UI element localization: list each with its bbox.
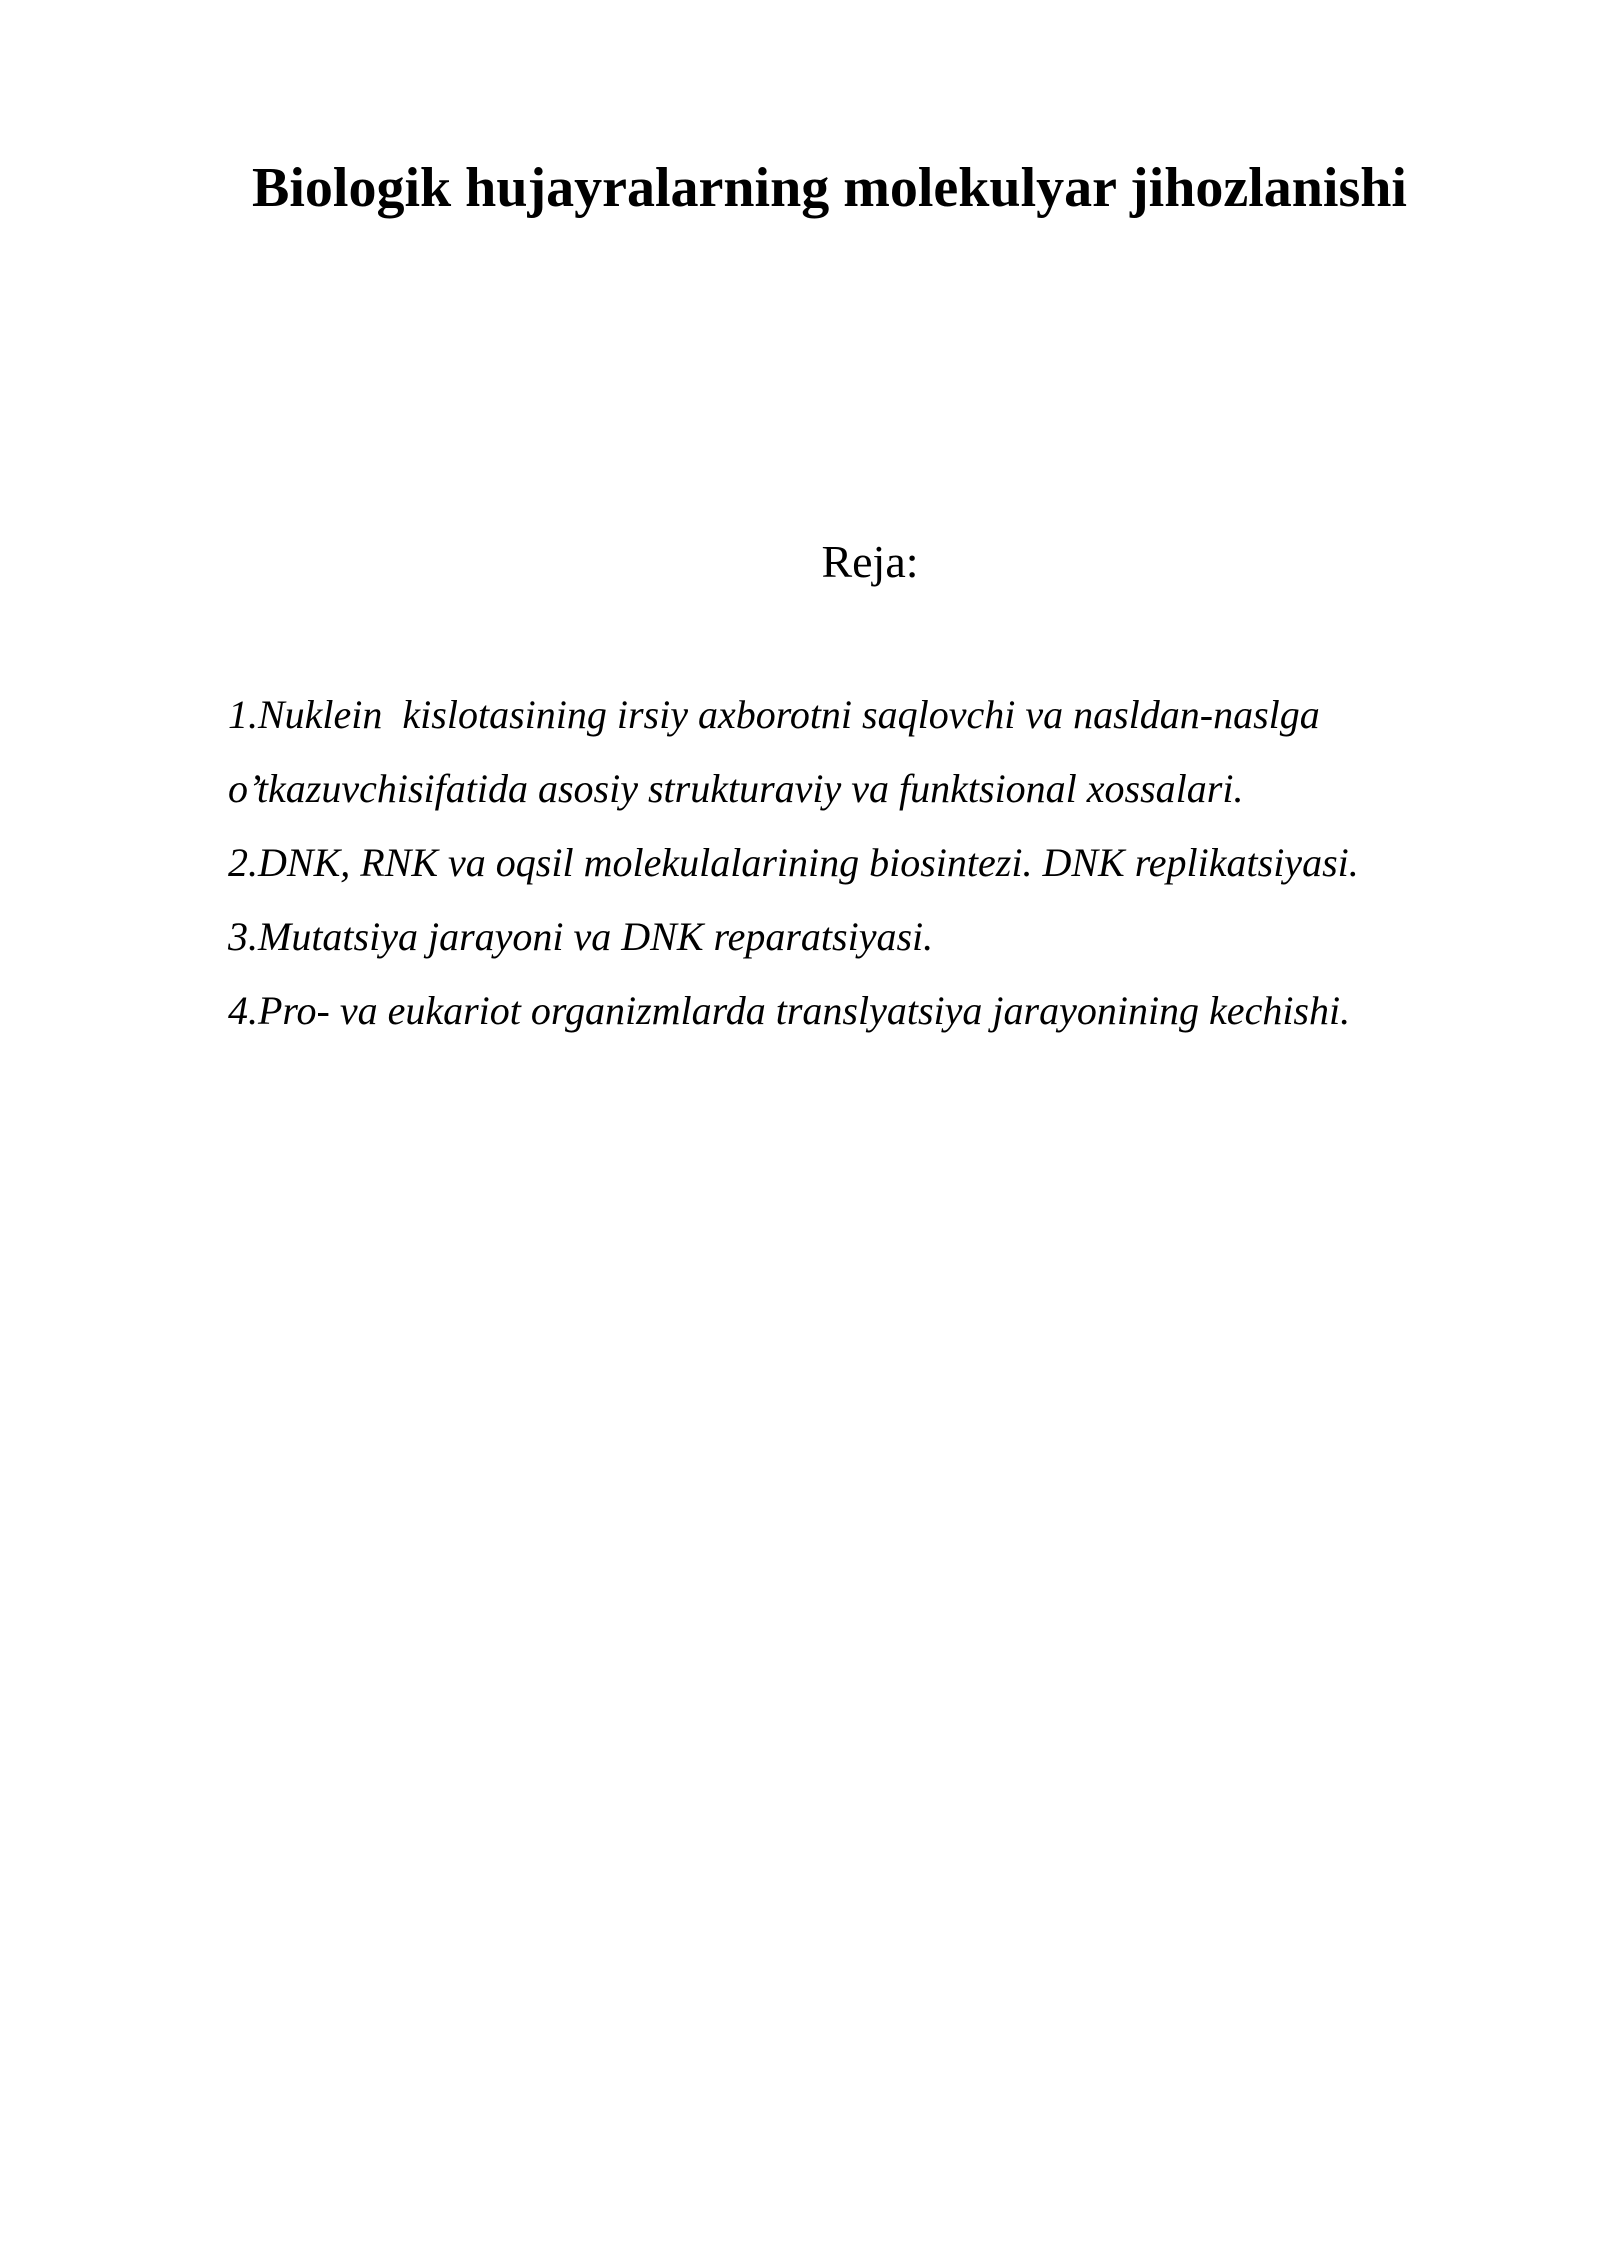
plan-item-4: 4.Pro- va eukariot organizmlarda translyatsiya jarayonining kechishi.	[228, 988, 1351, 1033]
plan-item-2: 2.DNK, RNK va oqsil molekulalarining biosintezi. DNK replikatsiyasi.	[228, 840, 1359, 885]
plan-item-1: 1.Nuklein kislotasining irsiy axborotni saqlovchi va nasldan-naslga	[228, 692, 1320, 737]
plan-item-1-continuation: o’tkazuvchisifatida asosiy strukturaviy va funktsional xossalari.	[228, 766, 1244, 811]
plan-heading: Reja:	[821, 536, 919, 587]
plan-item-3: 3.Mutatsiya jarayoni va DNK reparatsiyasi.	[228, 914, 934, 959]
plan-list	[228, 678, 1528, 1048]
document-title: Biologik hujayralarning molekulyar jihozlanishi	[252, 157, 1407, 219]
